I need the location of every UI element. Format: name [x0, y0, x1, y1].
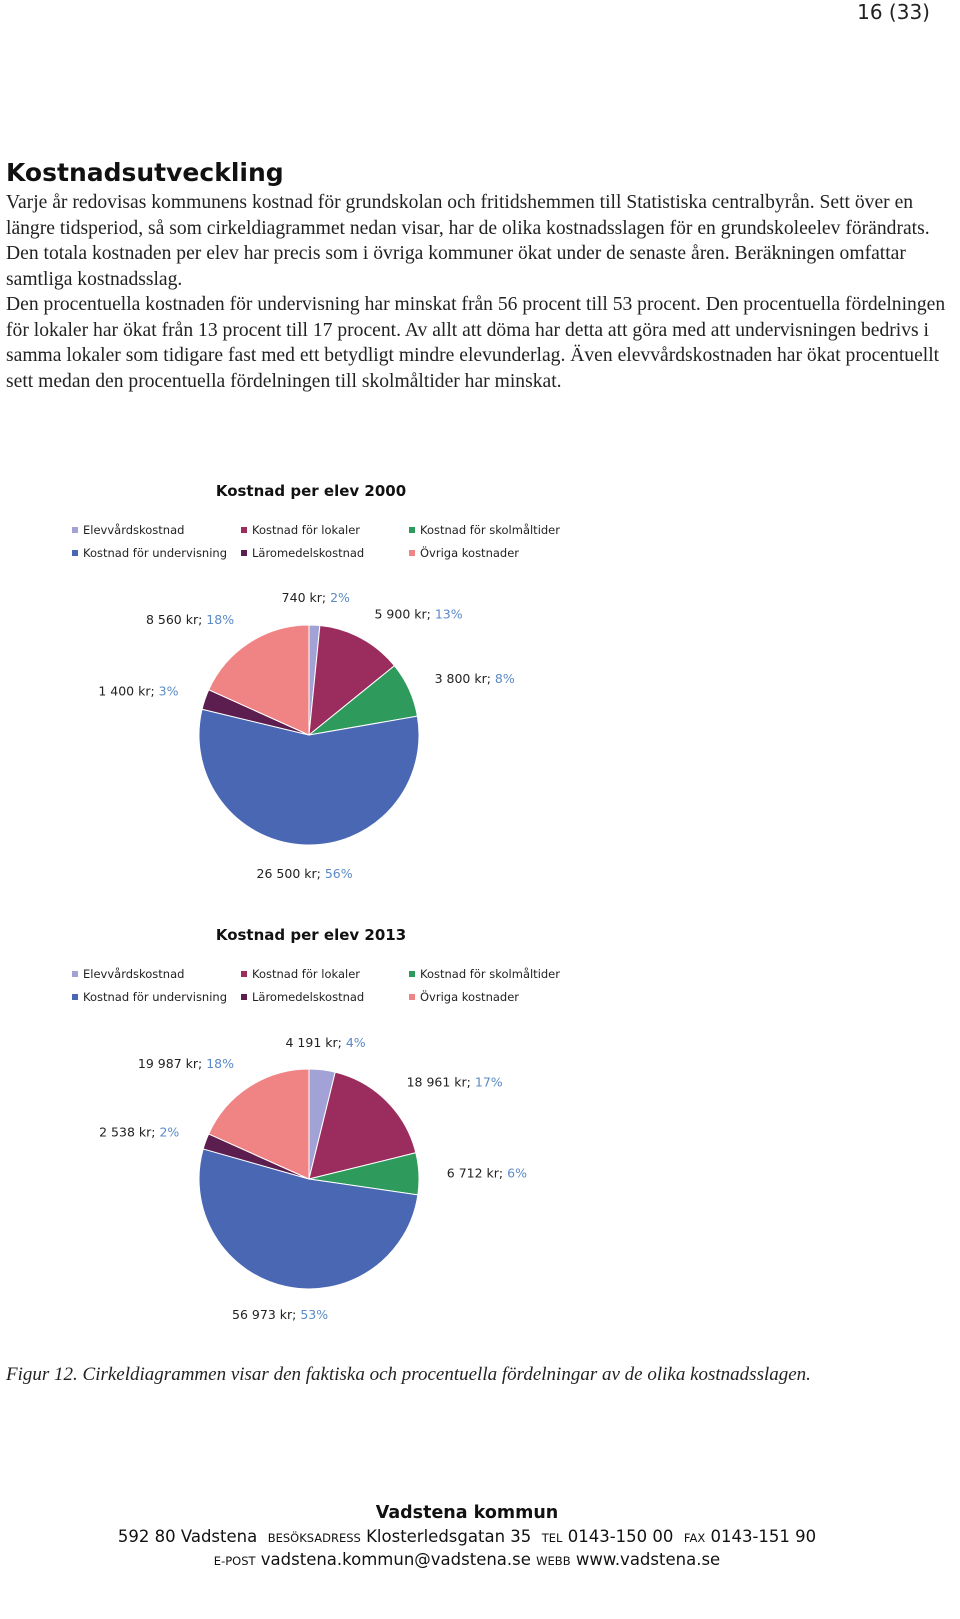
legend-entry: Kostnad för lokaler [252, 967, 360, 981]
footer-web-label: WEBB [536, 1554, 571, 1568]
body-text [6, 190, 951, 394]
legend-entry: Elevvårdskostnad [83, 523, 185, 537]
pie-chart-2000-svg [0, 470, 700, 880]
data-label-percent: 2% [330, 590, 350, 606]
legend-entry: Övriga kostnader [420, 990, 520, 1004]
data-label: 2 538 kr; 2% [99, 1124, 180, 1140]
pie-chart-2000 [0, 470, 700, 880]
data-label: 26 500 kr; 56% [256, 865, 353, 880]
data-label: 8 560 kr; 18% [145, 612, 235, 628]
paragraph: Den totala kostnaden per elev har precis som i övriga kommuner ökat under de senaste åren. Beräkningen omfattar samtliga kostnadsslag. [6, 243, 906, 290]
footer-email-label: E-POST [213, 1554, 256, 1568]
data-label-percent: 4% [345, 1035, 366, 1050]
data-label-percent: 2% [159, 1124, 180, 1140]
legend-swatch [72, 550, 78, 556]
data-label: 19 987 kr; 18% [137, 1056, 234, 1072]
legend-entry: Läromedelskostnad [252, 990, 365, 1004]
chart-title: Kostnad per elev 2000 [215, 482, 407, 500]
page-footer [0, 1500, 934, 1572]
data-label-percent: 17% [474, 1074, 503, 1090]
legend-swatch [72, 994, 78, 1000]
pie-chart-2013-svg [0, 914, 700, 1324]
legend-swatch [241, 971, 247, 977]
legend-swatch [409, 527, 415, 533]
data-label-percent: 53% [300, 1306, 329, 1322]
paragraph: Den procentuella kostnaden för undervisning har minskat från 56 procent till 53 procent. Den procentuella fördelningen för lokaler har ökat från 13 procent till 17 procent. Av allt att döma har detta att göra med att undervisningen bedrivs i samma lokaler som tidigare fast med ett betydligt mindre elevunderlag. Även elevvårdskostnaden har ökat procentuellt sett medan den procentuella fördelningen till skolmåltider har minskat. [6, 294, 946, 392]
legend-entry: Kostnad för undervisning [83, 990, 228, 1004]
footer-org-name: Vadstena kommun [375, 1503, 559, 1523]
legend-swatch [409, 971, 415, 977]
legend-swatch [409, 994, 415, 1000]
page-number: 16 (33) [857, 0, 930, 24]
legend-entry: Kostnad för skolmåltider [420, 523, 560, 537]
data-label-percent: 13% [434, 606, 463, 622]
footer-tel: 0143-150 00 [567, 1527, 674, 1546]
data-label: 6 712 kr; 6% [446, 1165, 527, 1181]
data-label: 3 800 kr; 8% [434, 670, 515, 686]
footer-tel-label: TEL [541, 1531, 563, 1545]
legend-entry: Läromedelskostnad [252, 546, 365, 560]
legend-swatch [72, 971, 78, 977]
legend-entry: Kostnad för skolmåltider [420, 967, 560, 981]
legend-swatch [409, 550, 415, 556]
data-label-percent: 8% [494, 670, 515, 686]
data-label: 5 900 kr; 13% [374, 606, 463, 622]
chart-title: Kostnad per elev 2013 [215, 926, 407, 944]
section-heading: Kostnadsutveckling [6, 158, 284, 187]
footer-web-line [0, 1549, 934, 1572]
pie-chart-2013 [0, 914, 700, 1324]
legend-swatch [241, 527, 247, 533]
data-label: 18 961 kr; 17% [406, 1074, 503, 1090]
data-label-percent: 3% [158, 683, 179, 699]
paragraph: Varje år redovisas kommunens kostnad för grundskolan och fritidshemmen till Statistiska centralbyrån. Sett över en längre tidsperiod, så som cirkeldiagrammet nedan visar, har de olika kostnadsslagen för en grundskoleelev förändrats. [6, 192, 930, 239]
footer-email[interactable]: vadstena.kommun@vadstena.se [260, 1550, 531, 1569]
legend-entry: Kostnad för undervisning [83, 546, 228, 560]
data-label: 4 191 kr; 4% [285, 1035, 366, 1050]
footer-contact-line [0, 1526, 934, 1549]
legend-entry: Övriga kostnader [420, 546, 520, 560]
footer-postal: 592 80 Vadstena [117, 1527, 258, 1546]
data-label-percent: 18% [206, 612, 235, 628]
data-label-percent: 6% [507, 1165, 527, 1181]
data-label-percent: 18% [206, 1056, 234, 1072]
footer-fax-label: FAX [683, 1531, 706, 1545]
data-label: 56 973 kr; 53% [232, 1306, 329, 1322]
figure-caption: Figur 12. Cirkeldiagrammen visar den faktiska och procentuella fördelningar av de olika kostnadsslagen. [6, 1364, 811, 1385]
legend-entry: Elevvårdskostnad [83, 967, 185, 981]
legend-swatch [241, 550, 247, 556]
data-label-percent: 56% [324, 865, 353, 880]
legend-swatch [241, 994, 247, 1000]
legend-entry: Kostnad för lokaler [252, 523, 360, 537]
data-label: 740 kr; 2% [281, 590, 350, 606]
legend-swatch [72, 527, 78, 533]
footer-visit-address: Klosterledsgatan 35 [366, 1527, 532, 1546]
data-label: 1 400 kr; 3% [98, 683, 179, 699]
footer-web[interactable]: www.vadstena.se [575, 1550, 721, 1569]
footer-visit-label: BESÖKSADRESS [267, 1531, 361, 1545]
footer-fax: 0143-151 90 [710, 1527, 817, 1546]
